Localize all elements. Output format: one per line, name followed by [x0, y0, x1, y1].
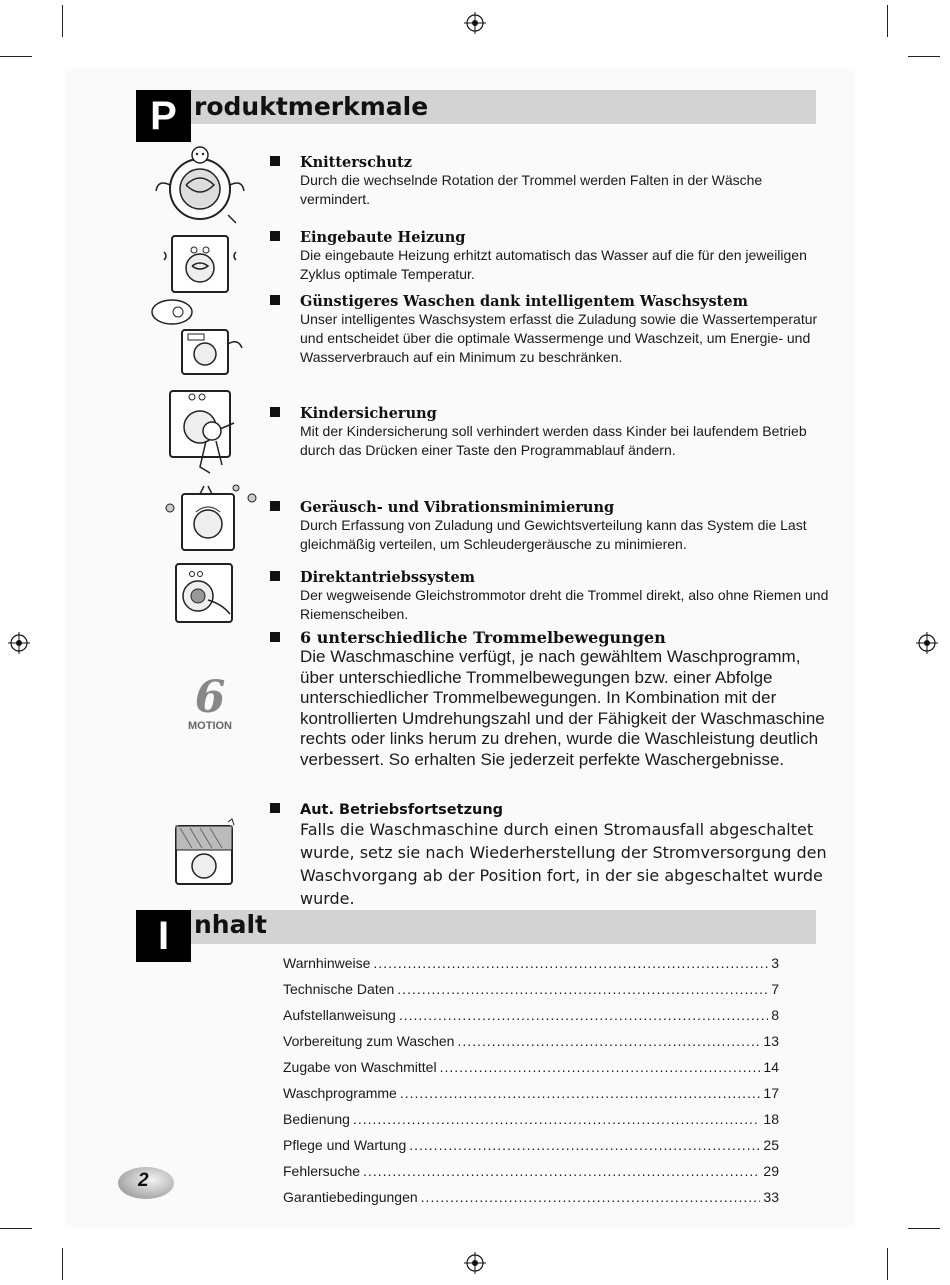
crop-mark	[908, 56, 940, 57]
feature-description: Durch Erfassung von Zuladung und Gewichtsverteilung kann das System die Last gleichmäßig verteilen, um Schleudergeräusche zu minimieren.	[300, 517, 807, 552]
feature-description: Unser intelligentes Waschsystem erfasst die Zuladung sowie die Wassertemperatur und entscheidet über die optimale Wassermenge und Waschzeit, um Energie- und Wasserverbrauch auf ein Minimum zu beschränken.	[300, 311, 818, 365]
feature-item	[270, 229, 830, 284]
heater-machine-illustration	[160, 230, 240, 296]
toc-entry[interactable]	[283, 1184, 779, 1210]
toc-page-number: 7	[771, 981, 779, 997]
section-title: nhalt	[194, 910, 267, 939]
feature-item	[270, 499, 830, 554]
toc-entry[interactable]	[283, 1106, 779, 1132]
six-motion-logo	[180, 672, 240, 738]
registration-mark-icon	[464, 12, 486, 34]
toc-entry[interactable]	[283, 976, 779, 1002]
toc-leader	[399, 1007, 768, 1023]
toc-leader	[373, 955, 768, 971]
toc-entry[interactable]	[283, 1002, 779, 1028]
table-of-contents	[283, 950, 779, 1210]
toc-entry[interactable]	[283, 1054, 779, 1080]
toc-page-number: 3	[771, 955, 779, 971]
noise-vibration-illustration	[160, 482, 260, 554]
intelligent-wash-illustration	[148, 298, 248, 378]
feature-title: Kindersicherung	[300, 405, 437, 422]
six-motion-text: MOTION	[188, 720, 232, 732]
toc-page-number: 33	[763, 1189, 779, 1205]
toc-label: Aufstellanweisung	[283, 1007, 396, 1023]
toc-label: Technische Daten	[283, 981, 395, 997]
bullet-square-icon	[270, 231, 280, 241]
toc-page-number: 8	[771, 1007, 779, 1023]
six-motion-numeral: 6	[194, 672, 226, 723]
feature-description: Die eingebaute Heizung erhitzt automatisch das Wasser auf die für den jeweiligen Zyklus optimale Temperatur.	[300, 247, 807, 282]
toc-leader	[353, 1111, 760, 1127]
feature-description: Durch die wechselnde Rotation der Trommel werden Falten in der Wäsche vermindert.	[300, 172, 763, 207]
toc-label: Fehlersuche	[283, 1163, 361, 1179]
feature-item	[270, 628, 830, 770]
feature-item	[270, 154, 830, 209]
toc-page-number: 29	[763, 1163, 779, 1179]
anti-crease-drum-illustration	[150, 145, 250, 227]
feature-title: Geräusch- und Vibrationsminimierung	[300, 499, 615, 516]
toc-page-number: 14	[763, 1059, 779, 1075]
crop-mark	[0, 56, 32, 57]
toc-label: Pflege und Wartung	[283, 1137, 407, 1153]
crop-mark	[0, 1228, 32, 1229]
toc-page-number: 13	[763, 1033, 779, 1049]
crop-mark	[908, 1228, 940, 1229]
toc-entry[interactable]	[283, 1028, 779, 1054]
toc-leader	[363, 1163, 760, 1179]
bullet-square-icon	[270, 156, 280, 166]
toc-leader	[409, 1137, 760, 1153]
feature-item	[270, 569, 830, 624]
crop-mark	[62, 1248, 63, 1280]
feature-title: Aut. Betriebsfortsetzung	[300, 802, 504, 818]
bullet-square-icon	[270, 803, 280, 813]
toc-entry[interactable]	[283, 1080, 779, 1106]
page-number: 2	[138, 1170, 149, 1191]
bullet-square-icon	[270, 571, 280, 581]
feature-description: Mit der Kindersicherung soll verhindert werden dass Kinder bei laufendem Betrieb durch das Drücken einer Taste den Programmablauf ändern.	[300, 423, 807, 458]
toc-label: Zugabe von Waschmittel	[283, 1059, 437, 1075]
bullet-square-icon	[270, 501, 280, 511]
feature-item	[270, 802, 830, 910]
toc-label: Bedienung	[283, 1111, 350, 1127]
feature-item	[270, 293, 830, 367]
feature-title: Eingebaute Heizung	[300, 229, 466, 246]
toc-leader	[440, 1059, 761, 1075]
toc-leader	[457, 1033, 760, 1049]
toc-leader	[400, 1085, 761, 1101]
toc-label: Waschprogramme	[283, 1085, 397, 1101]
section-title: roduktmerkmale	[194, 92, 429, 121]
feature-description: Der wegweisende Gleichstrommotor dreht die Trommel direkt, also ohne Riemen und Riemenscheiben.	[300, 587, 829, 622]
feature-item	[270, 405, 830, 460]
bullet-square-icon	[270, 407, 280, 417]
toc-page-number: 18	[763, 1111, 779, 1127]
auto-restart-illustration	[162, 818, 242, 888]
feature-title: Knitterschutz	[300, 154, 412, 171]
toc-leader	[397, 981, 768, 997]
toc-label: Warnhinweise	[283, 955, 371, 971]
feature-description: Falls die Waschmaschine durch einen Stromausfall abgeschaltet wurde, setz sie nach Wiederherstellung der Stromversorgung den Waschvorgang ab der Position fort, in der sie abgeschaltet wurde wurde.	[300, 820, 827, 908]
toc-label: Garantiebedingungen	[283, 1189, 418, 1205]
toc-leader	[421, 1189, 761, 1205]
toc-page-number: 25	[763, 1137, 779, 1153]
toc-label: Vorbereitung zum Waschen	[283, 1033, 455, 1049]
feature-description: Die Waschmaschine verfügt, je nach gewähltem Waschprogramm, über unterschiedliche Trommelbewegungen bzw. einer Abfolge unterschiedlicher Trommelbewegungen. In Kombination mit der kontrollierten Umdrehungszahl und der Fähigkeit der Waschmaschine rechts oder links herum zu drehen, wurde die Waschleistung deutlich verbessert. So erhalten Sie jederzeit perfekte Waschergebnisse.	[300, 647, 825, 769]
child-lock-illustration	[162, 385, 242, 481]
toc-entry[interactable]	[283, 950, 779, 976]
feature-title: 6 unterschiedliche Trommelbewegungen	[300, 628, 666, 647]
toc-page-number: 17	[763, 1085, 779, 1101]
toc-entry[interactable]	[283, 1132, 779, 1158]
bullet-square-icon	[270, 632, 280, 642]
direct-drive-illustration	[162, 560, 242, 626]
toc-entry[interactable]	[283, 1158, 779, 1184]
page-number-badge	[114, 1163, 176, 1201]
registration-mark-icon	[916, 632, 938, 654]
registration-mark-icon	[464, 1252, 486, 1274]
section-initial-letter: I	[136, 910, 191, 962]
crop-mark	[887, 5, 888, 37]
bullet-square-icon	[270, 295, 280, 305]
crop-mark	[887, 1248, 888, 1280]
feature-title: Günstigeres Waschen dank intelligentem Waschsystem	[300, 293, 748, 310]
feature-title: Direktantriebssystem	[300, 569, 476, 586]
registration-mark-icon	[8, 632, 30, 654]
crop-mark	[62, 5, 63, 37]
section-initial-letter: P	[136, 90, 191, 142]
